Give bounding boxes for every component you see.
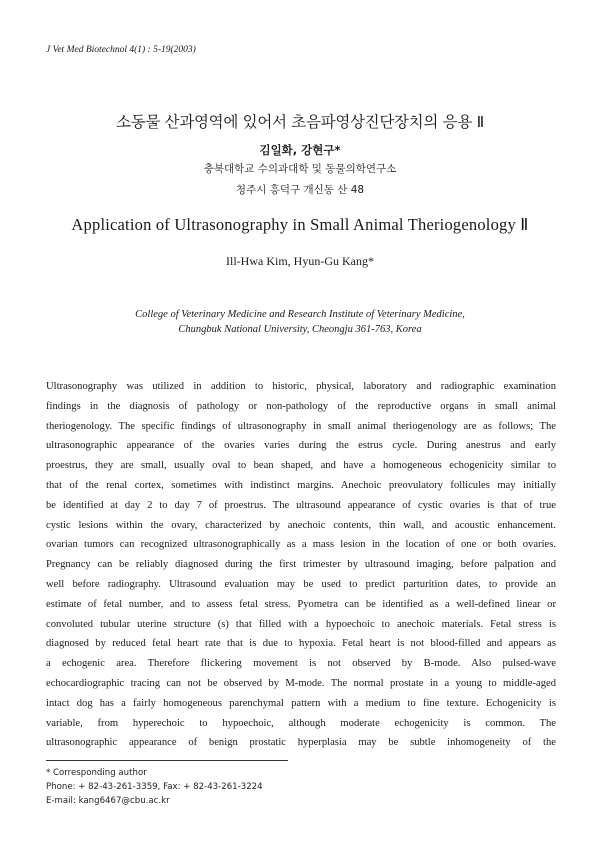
- abstract-line: a echogenic area. Therefore flickering movement is not observed by B-mode. Also pulsed-wave: [46, 658, 556, 670]
- affiliation-line: Chungbuk National University, Cheongju 361-763, Korea: [178, 324, 422, 335]
- abstract-line: ultrasonographic appearance of benign prostatic hyperplasia may be subtle inhomogeneity of the: [46, 737, 556, 749]
- journal-citation: J Vet Med Biotechnol 4(1) : 5-19(2003): [46, 45, 196, 55]
- abstract-line: proestrus, they are small, usually oval to bean shaped, and have a homogeneous echogenicity similar to: [46, 460, 556, 472]
- abstract-line: estimate of fetal number, and to assess fetal stress. Pyometra can be identified as a well-defined linear or: [46, 598, 556, 610]
- korean-address: 청주시 흥덕구 개신동 산 48: [235, 184, 365, 196]
- phone-fax: Phone: + 82-43-261-3359, Fax: + 82-43-261-3224: [46, 782, 263, 792]
- footnote: [46, 766, 263, 808]
- abstract-line: that of the renal cortex, sometimes with indistinct margins. Anechoic preovulatory follicules may initially: [46, 479, 556, 491]
- abstract-line: Ultrasonography was utilized in addition to historic, physical, laboratory and radiographic examination: [46, 381, 556, 392]
- abstract-line: echocardiographic tracing can not be observed by M-mode. The normal prostate in a young to middle-aged: [46, 677, 556, 689]
- abstract-line: Pregnancy can be reliably diagnosed during the first trimester by ultrasound imaging, before palpation and: [46, 559, 556, 571]
- email: E-mail: kang6467@cbu.ac.kr: [46, 796, 170, 806]
- abstract-line: ovarian tumors can recognized ultrasonographically as a mass lesion in the location of one or both ovaries.: [46, 539, 556, 551]
- abstract-line: cystic lesions within the ovary, characterized by anechoic contents, thin wall, and acoustic enhancement.: [46, 519, 556, 531]
- english-title: Application of Ultrasonography in Small Animal Theriogenology Ⅱ: [71, 215, 529, 234]
- korean-affiliation: 충북대학교 수의과대학 및 동물의학연구소: [203, 163, 397, 175]
- abstract-line: variable, from hyperechoic to hypoechoic, although moderate echogenicity is common. The: [46, 717, 556, 729]
- abstract-line: well before radiography. Ultrasound evaluation may be used to predict parturition dates, to provide an: [46, 578, 556, 590]
- english-authors: Ill-Hwa Kim, Hyun-Gu Kang*: [226, 254, 374, 268]
- abstract-line: theriogenology. The specific findings of ultrasonography in small animal theriogenology are as follows; The: [46, 420, 556, 432]
- english-affiliation: [0, 307, 600, 337]
- abstract-line: intact dog has a fairly homogeneous parenchymal pattern with a medium to fine texture. Echogenicity is: [46, 697, 556, 709]
- abstract-line: convoluted tubular uterine structure (s) that filled with a hypoechoic to anechoic materials. Fetal stress is: [46, 618, 556, 630]
- abstract-line: be identified at day 2 to day 7 of proestrus. The ultrasound appearance of cystic ovaries is that of true: [46, 499, 556, 511]
- korean-authors: 김일화, 강현구*: [259, 143, 341, 157]
- affiliation-line: College of Veterinary Medicine and Research Institute of Veterinary Medicine,: [135, 309, 465, 320]
- abstract-line: findings in the diagnosis of pathology or non-pathology of the reproductive organs in small animal: [46, 400, 556, 412]
- abstract-line: ultrasonographic appearance of the ovaries varies during the estrus cycle. During anestrus and early: [46, 440, 556, 452]
- korean-title: 소동물 산과영역에 있어서 초음파영상진단장치의 응용 Ⅱ: [116, 113, 484, 131]
- abstract: [46, 377, 556, 753]
- abstract-line: diagnosed by reduced fetal heart rate that is due to hypoxia. Fetal heart is not blood-filled and appears as: [46, 638, 556, 650]
- corresponding-author-note: * Corresponding author: [46, 768, 147, 778]
- footnote-divider: [46, 760, 288, 761]
